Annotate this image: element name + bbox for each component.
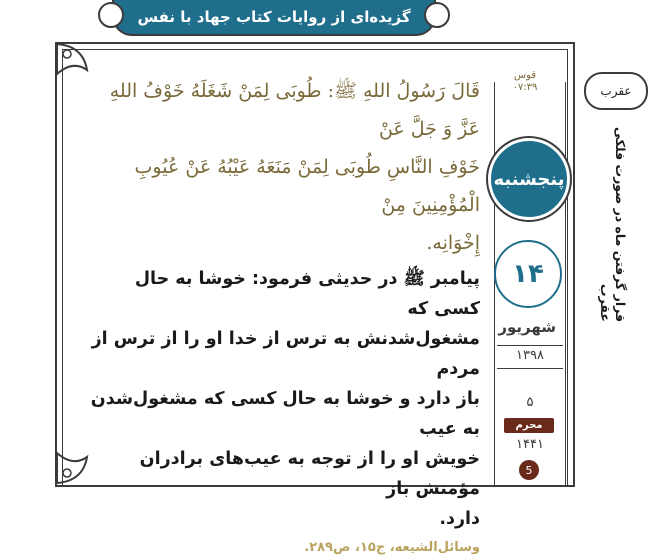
day-number: ۱۴	[494, 240, 562, 308]
arabic-line: خَوْفِ النَّاسِ طُوبَى لِمَنْ مَنَعَهُ عَيْبُهُ عَنْ عُيُوبِ الْمُؤْمِنِينَ مِنْ	[134, 156, 480, 216]
source-citation: وسائل‌الشیعه، ج۱۵، ص۲۸۹.	[304, 540, 480, 555]
moon-position-caption: قرار گرفتن ماه در صورت فلکی عقرب	[598, 126, 628, 322]
weekday-badge: پنجشنبه	[488, 138, 570, 220]
hijri-day: ۵	[526, 395, 534, 410]
hijri-year: ۱۴۴۱	[516, 437, 544, 452]
arabic-line: إِخْوَانِه.	[426, 232, 480, 254]
month-name: شهریور	[498, 318, 556, 336]
persian-line: خویش او را از توجه به عیب‌های برادران مؤمنش باز	[139, 449, 480, 499]
persian-line: دارد.	[439, 509, 480, 529]
year: ۱۳۹۸	[516, 348, 544, 363]
arabic-text	[85, 72, 480, 262]
divider	[497, 345, 563, 346]
moon-time-value: ۰۷:۳۹	[512, 82, 538, 93]
divider	[497, 368, 563, 369]
zodiac-tag: عقرب	[584, 72, 648, 110]
hadith-content	[85, 72, 480, 555]
arabic-line: قَالَ رَسُولُ اللهِ ﷺ: طُوبَى لِمَنْ شَغَلَهُ خَوْفُ اللهِ عَزَّ وَ جَلَّ عَنْ	[109, 80, 480, 140]
page-title: گزیده‌ای از روایات کتاب جهاد با نفس	[112, 0, 436, 36]
persian-translation	[85, 264, 480, 534]
persian-line: باز دارد و خوشا به حال کسی که مشغول‌شدن به عیب	[90, 389, 480, 439]
hijri-month-badge: محرم	[504, 418, 554, 433]
moon-time	[505, 70, 545, 94]
moon-sign-label: قوس	[513, 70, 537, 81]
persian-line: پیامبر ﷺ در حدیثی فرمود: خوشا به حال کسی که	[134, 269, 480, 319]
persian-line: مشغول‌شدنش به ترس از خدا او را از ترس از مردم	[91, 329, 480, 379]
gregorian-day: 5	[519, 460, 539, 480]
